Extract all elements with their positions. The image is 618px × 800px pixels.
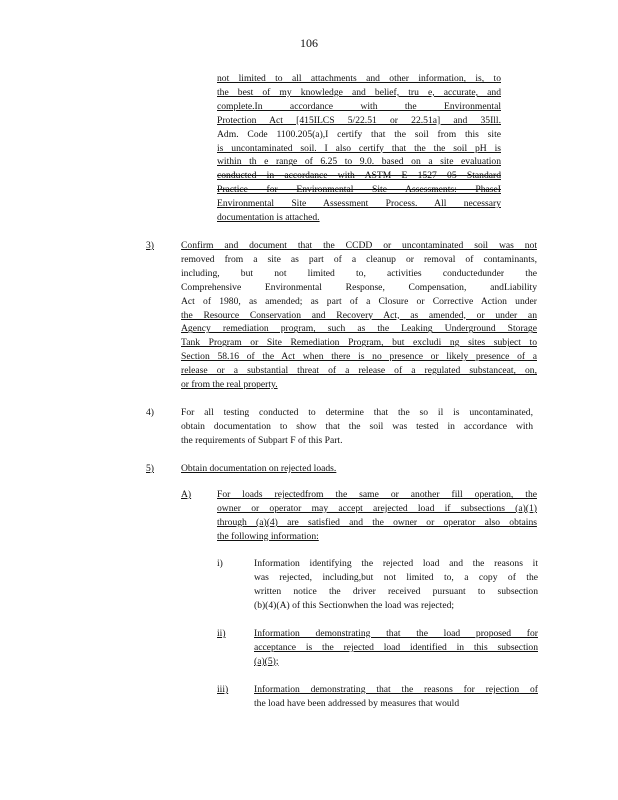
text-line: the best of my knowledge and belief, tru e, accurate, and [217,86,501,98]
text-line: Information identifying the rejected load and the reasons it [254,558,538,569]
item-A-number: A) [181,489,192,500]
item-3-text [181,239,537,392]
text-line: Information demonstrating that the reasons for rejection of [254,684,538,695]
text-line: For all testing conducted to determine that the so il is uncontaminated, [181,407,533,418]
text-line: documentation is attached. [217,212,320,224]
item-i-text [254,557,538,613]
text-line: Protection Act [415ILCS 5/22.51 or 22.51a] and 35Ill. [217,114,501,126]
text-line: For loads rejectedfrom the same or another fill operation, the [217,489,537,500]
text-line: removed from a site as part of a cleanup or removal of contaminants, [181,253,537,265]
text-line: the requirements of Subpart F of this Part. [181,434,343,446]
text-line: or from the real property. [181,379,278,391]
text-line: Act of 1980, as amended; as part of a Closure or Corrective Action under [181,295,537,307]
item-3-number: 3) [146,240,154,251]
text-line: obtain documentation to show that the soil was tested in accordance with [181,420,533,432]
text-line: including, but not limited to, activities conductedunder the [181,267,537,279]
text-line: complete.In accordance with the Environmental [217,100,501,112]
text-line: acceptance is the rejected load identified in this subsection [254,641,538,653]
item-ii-text [254,627,538,669]
text-line: Agency remediation program, such as the Leaking Underground Storage [181,323,537,335]
page-number: 106 [300,36,318,50]
text-line: (a)(5); [254,655,279,667]
item-iii-number: iii) [217,684,229,695]
item-ii-number: ii) [217,628,226,639]
text-line: is uncontaminated soil. I also certify that the the soil pH is [217,142,501,154]
text-line: written notice the driver received pursuant to subsection [254,585,538,597]
text-line: Tank Program or Site Remediation Program, but excludi ng sites subject to [181,337,537,349]
text-line: through (a)(4) are satisfied and the owner or operator also obtains [217,516,537,528]
text-line: the Resource Conservation and Recovery Act, as amended, or under an [181,309,537,321]
item-5-text [181,462,381,476]
text-line: the load have been addressed by measures that would [254,697,460,709]
text-line: Environmental Site Assessment Process. All necessary [217,198,501,210]
text-line: the following information: [217,530,319,542]
item-4-text [181,406,533,448]
item-4-number: 4) [146,407,154,418]
text-line: conducted in accordance with ASTM E 1527 05 Standard [217,170,501,182]
text-line: release or a substantial threat of a release of a regulated substanceat, on, [181,365,537,377]
text-line: was rejected, including,but not limited to, a copy of the [254,571,538,583]
text-line: Confirm and document that the CCDD or uncontaminated soil was not [181,240,537,251]
text-line: Adm. Code 1100.205(a),I certify that the soil from this site [217,128,501,140]
item-A-text [217,488,537,544]
item-5-number: 5) [146,463,154,474]
text-line: (b)(4)(A) of this Sectionwhen the load was rejected; [254,599,455,611]
text-line: within th e range of 6.25 to 9.0. based on a site evaluation [217,156,501,168]
text-line: Practice for Environmental Site Assessments: PhaseI [217,184,501,196]
item-i-number: i) [217,558,223,569]
text-line: Comprehensive Environmental Response, Compensation, andLiability [181,281,537,293]
text-line: Section 58.16 of the Act when there is no presence or likely presence of a [181,351,537,363]
top-paragraph [217,72,501,225]
item-iii-text [254,683,538,711]
text-line: owner or operator may accept arejected load if subsections (a)(1) [217,502,537,514]
text-line: Obtain documentation on rejected loads. [181,463,337,474]
text-line: Information demonstrating that the load proposed for [254,628,538,639]
text-line: not limited to all attachments and other information, is, to [217,73,501,84]
